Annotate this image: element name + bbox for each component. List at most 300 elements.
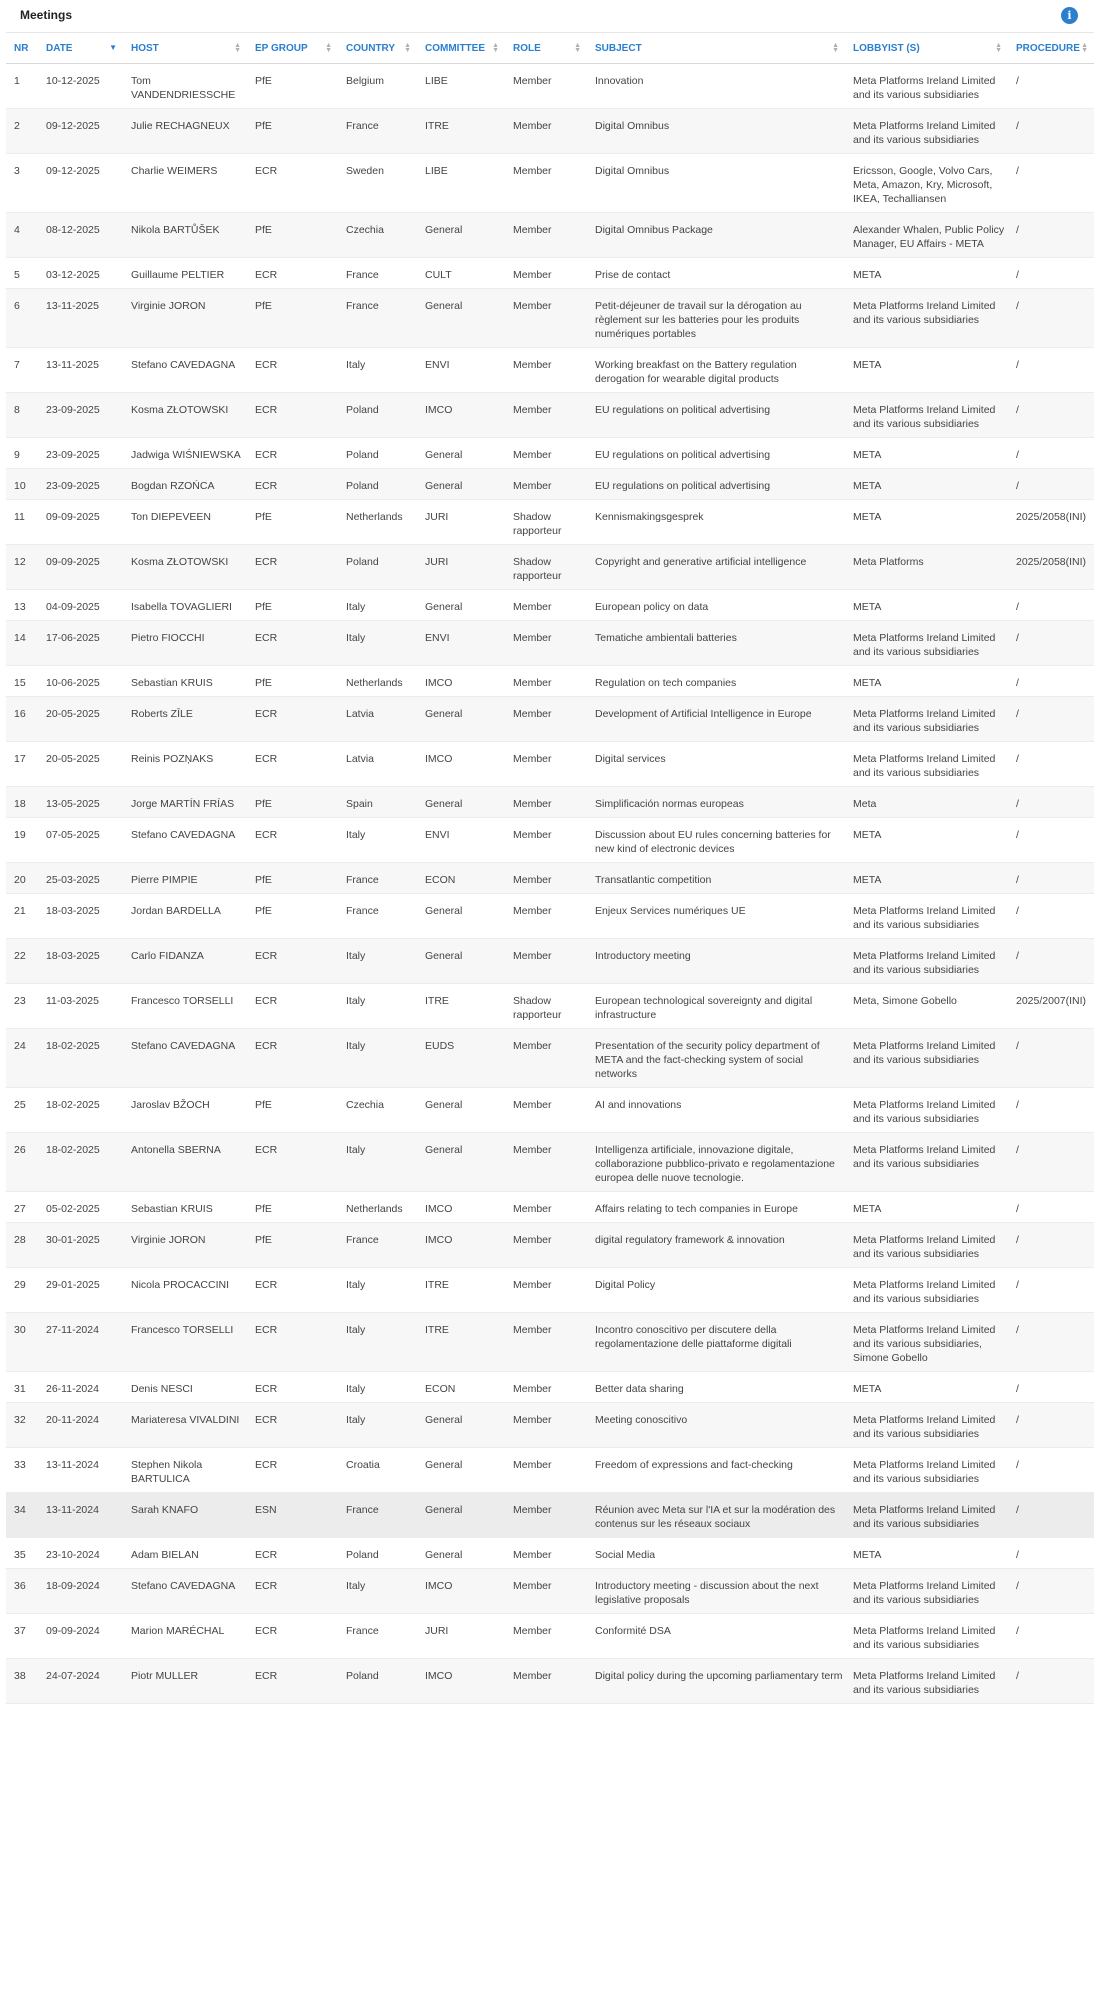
column-header-committee[interactable] xyxy=(417,33,505,64)
cell-lobbyist: META xyxy=(845,500,1008,545)
cell-subject: Intelligenza artificiale, innovazione digitale, collaborazione pubblico-privato e regolamentazione europea delle nuove tecnologie. xyxy=(587,1133,845,1192)
cell-role: Shadow rapporteur xyxy=(505,545,587,590)
cell-date: 03-12-2025 xyxy=(38,258,123,289)
table-row[interactable] xyxy=(6,863,1094,894)
cell-lobbyist: Meta Platforms Ireland Limited and its various subsidiaries xyxy=(845,1268,1008,1313)
cell-committee: JURI xyxy=(417,500,505,545)
cell-procedure: / xyxy=(1008,1313,1094,1372)
cell-date: 09-09-2025 xyxy=(38,500,123,545)
cell-subject: Better data sharing xyxy=(587,1372,845,1403)
sort-icon[interactable]: ▲ ▼ xyxy=(995,42,1002,54)
cell-procedure: / xyxy=(1008,1268,1094,1313)
cell-lobbyist: Meta Platforms Ireland Limited and its various subsidiaries xyxy=(845,1614,1008,1659)
column-header-label: LOBBYIST (S) xyxy=(853,42,920,54)
cell-lobbyist: Meta Platforms Ireland Limited and its various subsidiaries xyxy=(845,393,1008,438)
cell-date: 24-07-2024 xyxy=(38,1659,123,1704)
table-row[interactable] xyxy=(6,787,1094,818)
cell-subject: Innovation xyxy=(587,64,845,109)
cell-subject: Enjeux Services numériques UE xyxy=(587,894,845,939)
table-row[interactable] xyxy=(6,213,1094,258)
cell-committee: ENVI xyxy=(417,818,505,863)
cell-role: Member xyxy=(505,666,587,697)
cell-date: 25-03-2025 xyxy=(38,863,123,894)
table-row[interactable] xyxy=(6,1088,1094,1133)
cell-date: 13-11-2025 xyxy=(38,348,123,393)
cell-nr: 23 xyxy=(6,984,38,1029)
cell-date: 20-05-2025 xyxy=(38,742,123,787)
table-row[interactable] xyxy=(6,818,1094,863)
sort-icon[interactable]: ▲ ▼ xyxy=(492,42,499,54)
table-row[interactable] xyxy=(6,393,1094,438)
cell-date: 23-10-2024 xyxy=(38,1538,123,1569)
cell-host: Pietro FIOCCHI xyxy=(123,621,247,666)
table-row[interactable] xyxy=(6,984,1094,1029)
cell-group: PfE xyxy=(247,213,338,258)
cell-country: Poland xyxy=(338,1538,417,1569)
panel-title: Meetings xyxy=(20,8,73,22)
cell-group: ECR xyxy=(247,939,338,984)
cell-lobbyist: META xyxy=(845,469,1008,500)
cell-country: Italy xyxy=(338,590,417,621)
column-header-label: ROLE xyxy=(513,42,541,54)
cell-committee: General xyxy=(417,787,505,818)
cell-host: Stefano CAVEDAGNA xyxy=(123,818,247,863)
cell-host: Carlo FIDANZA xyxy=(123,939,247,984)
table-row[interactable] xyxy=(6,289,1094,348)
cell-lobbyist: META xyxy=(845,348,1008,393)
cell-role: Member xyxy=(505,1538,587,1569)
cell-subject: Regulation on tech companies xyxy=(587,666,845,697)
column-header-group[interactable] xyxy=(247,33,338,64)
cell-role: Member xyxy=(505,590,587,621)
column-header-label: NR xyxy=(14,42,29,54)
cell-role: Member xyxy=(505,348,587,393)
cell-nr: 26 xyxy=(6,1133,38,1192)
cell-lobbyist: Meta Platforms Ireland Limited and its various subsidiaries, Simone Gobello xyxy=(845,1313,1008,1372)
sort-icon[interactable]: ▲ ▼ xyxy=(832,42,839,54)
table-row[interactable] xyxy=(6,1133,1094,1192)
cell-role: Member xyxy=(505,894,587,939)
cell-nr: 21 xyxy=(6,894,38,939)
cell-role: Member xyxy=(505,1569,587,1614)
cell-committee: CULT xyxy=(417,258,505,289)
cell-date: 17-06-2025 xyxy=(38,621,123,666)
cell-group: ECR xyxy=(247,818,338,863)
cell-country: Italy xyxy=(338,1403,417,1448)
sort-icon[interactable]: ▲ ▼ xyxy=(325,42,332,54)
table-row[interactable] xyxy=(6,1493,1094,1538)
cell-subject: Incontro conoscitivo per discutere della regolamentazione delle piattaforme digitali xyxy=(587,1313,845,1372)
cell-group: ECR xyxy=(247,1659,338,1704)
info-icon[interactable]: i xyxy=(1061,7,1078,24)
cell-nr: 17 xyxy=(6,742,38,787)
cell-role: Member xyxy=(505,258,587,289)
cell-group: ECR xyxy=(247,545,338,590)
cell-nr: 5 xyxy=(6,258,38,289)
cell-procedure: / xyxy=(1008,697,1094,742)
cell-role: Member xyxy=(505,1448,587,1493)
cell-lobbyist: META xyxy=(845,258,1008,289)
cell-group: ECR xyxy=(247,1313,338,1372)
table-row[interactable] xyxy=(6,1192,1094,1223)
cell-country: Belgium xyxy=(338,64,417,109)
cell-lobbyist: Meta xyxy=(845,787,1008,818)
column-header-country[interactable] xyxy=(338,33,417,64)
cell-host: Kosma ZŁOTOWSKI xyxy=(123,393,247,438)
cell-country: Poland xyxy=(338,545,417,590)
cell-date: 09-09-2025 xyxy=(38,545,123,590)
cell-lobbyist: META xyxy=(845,666,1008,697)
cell-date: 13-11-2025 xyxy=(38,289,123,348)
cell-committee: LIBE xyxy=(417,154,505,213)
cell-committee: General xyxy=(417,1133,505,1192)
cell-committee: IMCO xyxy=(417,1192,505,1223)
cell-date: 18-02-2025 xyxy=(38,1029,123,1088)
cell-nr: 6 xyxy=(6,289,38,348)
cell-group: ECR xyxy=(247,697,338,742)
cell-subject: Digital policy during the upcoming parliamentary term xyxy=(587,1659,845,1704)
cell-lobbyist: Meta Platforms Ireland Limited and its various subsidiaries xyxy=(845,1448,1008,1493)
table-row[interactable] xyxy=(6,1403,1094,1448)
cell-role: Member xyxy=(505,469,587,500)
cell-date: 27-11-2024 xyxy=(38,1313,123,1372)
cell-date: 30-01-2025 xyxy=(38,1223,123,1268)
cell-host: Sarah KNAFO xyxy=(123,1493,247,1538)
cell-host: Nicola PROCACCINI xyxy=(123,1268,247,1313)
column-header-subject[interactable] xyxy=(587,33,845,64)
table-row[interactable] xyxy=(6,258,1094,289)
cell-procedure: / xyxy=(1008,289,1094,348)
cell-nr: 4 xyxy=(6,213,38,258)
table-row[interactable] xyxy=(6,1313,1094,1372)
cell-committee: LIBE xyxy=(417,64,505,109)
cell-lobbyist: META xyxy=(845,1372,1008,1403)
cell-lobbyist: Meta Platforms Ireland Limited and its various subsidiaries xyxy=(845,1133,1008,1192)
table-row[interactable] xyxy=(6,939,1094,984)
cell-group: ECR xyxy=(247,258,338,289)
cell-date: 23-09-2025 xyxy=(38,393,123,438)
cell-country: Poland xyxy=(338,469,417,500)
cell-role: Member xyxy=(505,1268,587,1313)
cell-group: PfE xyxy=(247,289,338,348)
sort-desc-icon[interactable]: ▼ xyxy=(109,43,117,52)
cell-lobbyist: Meta Platforms Ireland Limited and its various subsidiaries xyxy=(845,1403,1008,1448)
cell-group: ECR xyxy=(247,742,338,787)
table-row[interactable] xyxy=(6,1659,1094,1704)
cell-procedure: / xyxy=(1008,863,1094,894)
cell-role: Member xyxy=(505,1223,587,1268)
cell-procedure: / xyxy=(1008,939,1094,984)
cell-committee: General xyxy=(417,697,505,742)
cell-country: France xyxy=(338,1223,417,1268)
cell-lobbyist: Meta Platforms Ireland Limited and its various subsidiaries xyxy=(845,742,1008,787)
cell-host: Antonella SBERNA xyxy=(123,1133,247,1192)
meetings-panel xyxy=(6,0,1094,2000)
column-header-lobbyist[interactable] xyxy=(845,33,1008,64)
table-row[interactable] xyxy=(6,1029,1094,1088)
cell-country: Czechia xyxy=(338,213,417,258)
cell-group: PfE xyxy=(247,863,338,894)
cell-host: Virginie JORON xyxy=(123,289,247,348)
cell-role: Member xyxy=(505,109,587,154)
cell-role: Member xyxy=(505,64,587,109)
panel-header xyxy=(6,0,1094,33)
table-row[interactable] xyxy=(6,438,1094,469)
cell-group: ECR xyxy=(247,1268,338,1313)
cell-date: 05-02-2025 xyxy=(38,1192,123,1223)
cell-nr: 3 xyxy=(6,154,38,213)
cell-role: Member xyxy=(505,787,587,818)
table-row[interactable] xyxy=(6,666,1094,697)
cell-role: Member xyxy=(505,697,587,742)
cell-procedure: / xyxy=(1008,1538,1094,1569)
cell-committee: IMCO xyxy=(417,1659,505,1704)
cell-nr: 31 xyxy=(6,1372,38,1403)
cell-lobbyist: META xyxy=(845,438,1008,469)
cell-committee: ECON xyxy=(417,1372,505,1403)
cell-procedure: / xyxy=(1008,393,1094,438)
cell-country: Italy xyxy=(338,1029,417,1088)
cell-date: 18-03-2025 xyxy=(38,894,123,939)
cell-role: Member xyxy=(505,1659,587,1704)
cell-group: ECR xyxy=(247,1538,338,1569)
cell-committee: IMCO xyxy=(417,666,505,697)
cell-committee: JURI xyxy=(417,545,505,590)
cell-subject: EU regulations on political advertising xyxy=(587,438,845,469)
table-row[interactable] xyxy=(6,1538,1094,1569)
table-row[interactable] xyxy=(6,348,1094,393)
cell-group: ECR xyxy=(247,1372,338,1403)
cell-host: Charlie WEIMERS xyxy=(123,154,247,213)
cell-group: PfE xyxy=(247,500,338,545)
cell-committee: General xyxy=(417,1448,505,1493)
cell-host: Roberts ZĪLE xyxy=(123,697,247,742)
cell-group: ECR xyxy=(247,393,338,438)
cell-country: Spain xyxy=(338,787,417,818)
table-row[interactable] xyxy=(6,469,1094,500)
table-row[interactable] xyxy=(6,697,1094,742)
cell-country: Italy xyxy=(338,818,417,863)
cell-subject: Affairs relating to tech companies in Europe xyxy=(587,1192,845,1223)
cell-group: ECR xyxy=(247,438,338,469)
table-row[interactable] xyxy=(6,1268,1094,1313)
cell-host: Stephen Nikola BARTULICA xyxy=(123,1448,247,1493)
cell-procedure: / xyxy=(1008,154,1094,213)
cell-country: Poland xyxy=(338,438,417,469)
cell-group: PfE xyxy=(247,787,338,818)
column-header-role[interactable] xyxy=(505,33,587,64)
cell-procedure: / xyxy=(1008,1493,1094,1538)
cell-nr: 32 xyxy=(6,1403,38,1448)
cell-committee: ITRE xyxy=(417,984,505,1029)
cell-committee: General xyxy=(417,469,505,500)
cell-country: France xyxy=(338,1614,417,1659)
column-header-host[interactable] xyxy=(123,33,247,64)
cell-lobbyist: META xyxy=(845,1192,1008,1223)
table-row[interactable] xyxy=(6,109,1094,154)
cell-date: 08-12-2025 xyxy=(38,213,123,258)
cell-country: Latvia xyxy=(338,742,417,787)
cell-nr: 15 xyxy=(6,666,38,697)
cell-subject: Introductory meeting xyxy=(587,939,845,984)
cell-subject: EU regulations on political advertising xyxy=(587,393,845,438)
column-header-label: PROCEDURE xyxy=(1016,42,1080,54)
cell-host: Sebastian KRUIS xyxy=(123,666,247,697)
cell-lobbyist: Alexander Whalen, Public Policy Manager, EU Affairs - META xyxy=(845,213,1008,258)
cell-country: France xyxy=(338,258,417,289)
cell-group: ECR xyxy=(247,984,338,1029)
cell-nr: 34 xyxy=(6,1493,38,1538)
cell-group: ECR xyxy=(247,469,338,500)
cell-country: Italy xyxy=(338,1268,417,1313)
cell-nr: 11 xyxy=(6,500,38,545)
cell-date: 18-02-2025 xyxy=(38,1133,123,1192)
cell-role: Member xyxy=(505,818,587,863)
cell-lobbyist: Ericsson, Google, Volvo Cars, Meta, Amazon, Kry, Microsoft, IKEA, Techalliansen xyxy=(845,154,1008,213)
cell-host: Guillaume PELTIER xyxy=(123,258,247,289)
cell-procedure: / xyxy=(1008,621,1094,666)
sort-icon[interactable]: ▲ ▼ xyxy=(574,42,581,54)
cell-lobbyist: META xyxy=(845,818,1008,863)
table-row[interactable] xyxy=(6,1223,1094,1268)
cell-country: Netherlands xyxy=(338,666,417,697)
cell-subject: Presentation of the security policy department of META and the fact-checking system of social networks xyxy=(587,1029,845,1088)
cell-country: Italy xyxy=(338,1372,417,1403)
sort-icon[interactable]: ▲ ▼ xyxy=(234,42,241,54)
cell-procedure: / xyxy=(1008,1192,1094,1223)
cell-date: 07-05-2025 xyxy=(38,818,123,863)
cell-country: Netherlands xyxy=(338,1192,417,1223)
cell-subject: Petit-déjeuner de travail sur la dérogation au règlement sur les batteries pour les produits numériques portables xyxy=(587,289,845,348)
cell-committee: IMCO xyxy=(417,1223,505,1268)
cell-host: Adam BIELAN xyxy=(123,1538,247,1569)
cell-nr: 24 xyxy=(6,1029,38,1088)
table-row[interactable] xyxy=(6,1569,1094,1614)
cell-lobbyist: Meta Platforms Ireland Limited and its various subsidiaries xyxy=(845,1088,1008,1133)
cell-committee: General xyxy=(417,939,505,984)
cell-lobbyist: META xyxy=(845,1538,1008,1569)
cell-host: Denis NESCI xyxy=(123,1372,247,1403)
cell-group: PfE xyxy=(247,109,338,154)
cell-lobbyist: Meta Platforms Ireland Limited and its various subsidiaries xyxy=(845,621,1008,666)
cell-subject: Digital Omnibus Package xyxy=(587,213,845,258)
cell-role: Member xyxy=(505,438,587,469)
table-row[interactable] xyxy=(6,500,1094,545)
cell-procedure: / xyxy=(1008,1223,1094,1268)
cell-country: Netherlands xyxy=(338,500,417,545)
cell-committee: General xyxy=(417,289,505,348)
cell-committee: General xyxy=(417,1088,505,1133)
cell-host: Jaroslav BŽOCH xyxy=(123,1088,247,1133)
cell-nr: 20 xyxy=(6,863,38,894)
table-row[interactable] xyxy=(6,1614,1094,1659)
cell-role: Member xyxy=(505,1088,587,1133)
table-row[interactable] xyxy=(6,621,1094,666)
cell-subject: Discussion about EU rules concerning batteries for new kind of electronic devices xyxy=(587,818,845,863)
column-header-nr xyxy=(6,33,38,64)
cell-host: Isabella TOVAGLIERI xyxy=(123,590,247,621)
table-row[interactable] xyxy=(6,894,1094,939)
cell-procedure: 2025/2058(INI) xyxy=(1008,545,1094,590)
cell-subject: Introductory meeting - discussion about the next legislative proposals xyxy=(587,1569,845,1614)
table-row[interactable] xyxy=(6,590,1094,621)
cell-role: Member xyxy=(505,1403,587,1448)
column-header-label: SUBJECT xyxy=(595,42,642,54)
cell-host: Virginie JORON xyxy=(123,1223,247,1268)
cell-lobbyist: Meta Platforms Ireland Limited and its various subsidiaries xyxy=(845,64,1008,109)
cell-subject: AI and innovations xyxy=(587,1088,845,1133)
cell-role: Member xyxy=(505,939,587,984)
cell-group: ECR xyxy=(247,154,338,213)
sort-icon[interactable]: ▲ ▼ xyxy=(1081,42,1088,54)
cell-committee: General xyxy=(417,1538,505,1569)
table-row[interactable] xyxy=(6,545,1094,590)
cell-subject: European policy on data xyxy=(587,590,845,621)
column-header-label: EP GROUP xyxy=(255,42,308,54)
cell-date: 09-09-2024 xyxy=(38,1614,123,1659)
cell-subject: EU regulations on political advertising xyxy=(587,469,845,500)
cell-host: Julie RECHAGNEUX xyxy=(123,109,247,154)
cell-nr: 7 xyxy=(6,348,38,393)
cell-procedure: / xyxy=(1008,1659,1094,1704)
cell-procedure: / xyxy=(1008,1569,1094,1614)
cell-procedure: / xyxy=(1008,1372,1094,1403)
cell-nr: 2 xyxy=(6,109,38,154)
meetings-table xyxy=(6,33,1094,1704)
table-row[interactable] xyxy=(6,64,1094,109)
cell-date: 18-09-2024 xyxy=(38,1569,123,1614)
column-header-label: HOST xyxy=(131,42,159,54)
cell-host: Kosma ZŁOTOWSKI xyxy=(123,545,247,590)
cell-procedure: / xyxy=(1008,1448,1094,1493)
cell-host: Piotr MULLER xyxy=(123,1659,247,1704)
cell-country: France xyxy=(338,289,417,348)
table-row[interactable] xyxy=(6,154,1094,213)
cell-date: 29-01-2025 xyxy=(38,1268,123,1313)
cell-host: Marion MARÉCHAL xyxy=(123,1614,247,1659)
cell-group: PfE xyxy=(247,894,338,939)
cell-subject: Freedom of expressions and fact-checking xyxy=(587,1448,845,1493)
cell-nr: 13 xyxy=(6,590,38,621)
cell-nr: 9 xyxy=(6,438,38,469)
cell-committee: ENVI xyxy=(417,348,505,393)
table-row[interactable] xyxy=(6,1372,1094,1403)
cell-group: PfE xyxy=(247,1088,338,1133)
table-row[interactable] xyxy=(6,742,1094,787)
cell-group: PfE xyxy=(247,1223,338,1268)
cell-role: Shadow rapporteur xyxy=(505,500,587,545)
cell-subject: Working breakfast on the Battery regulation derogation for wearable digital products xyxy=(587,348,845,393)
cell-subject: Digital Omnibus xyxy=(587,109,845,154)
cell-country: Croatia xyxy=(338,1448,417,1493)
cell-committee: General xyxy=(417,213,505,258)
cell-lobbyist: Meta Platforms Ireland Limited and its various subsidiaries xyxy=(845,1223,1008,1268)
column-header-date[interactable] xyxy=(38,33,123,64)
cell-host: Jorge MARTÍN FRÍAS xyxy=(123,787,247,818)
cell-nr: 18 xyxy=(6,787,38,818)
cell-date: 20-11-2024 xyxy=(38,1403,123,1448)
table-row[interactable] xyxy=(6,1448,1094,1493)
cell-procedure: / xyxy=(1008,1614,1094,1659)
sort-icon[interactable]: ▲ ▼ xyxy=(404,42,411,54)
cell-group: PfE xyxy=(247,590,338,621)
cell-group: ECR xyxy=(247,1614,338,1659)
cell-host: Reinis POZŅAKS xyxy=(123,742,247,787)
cell-nr: 22 xyxy=(6,939,38,984)
column-header-procedure[interactable] xyxy=(1008,33,1094,64)
cell-country: Italy xyxy=(338,984,417,1029)
cell-country: France xyxy=(338,1493,417,1538)
